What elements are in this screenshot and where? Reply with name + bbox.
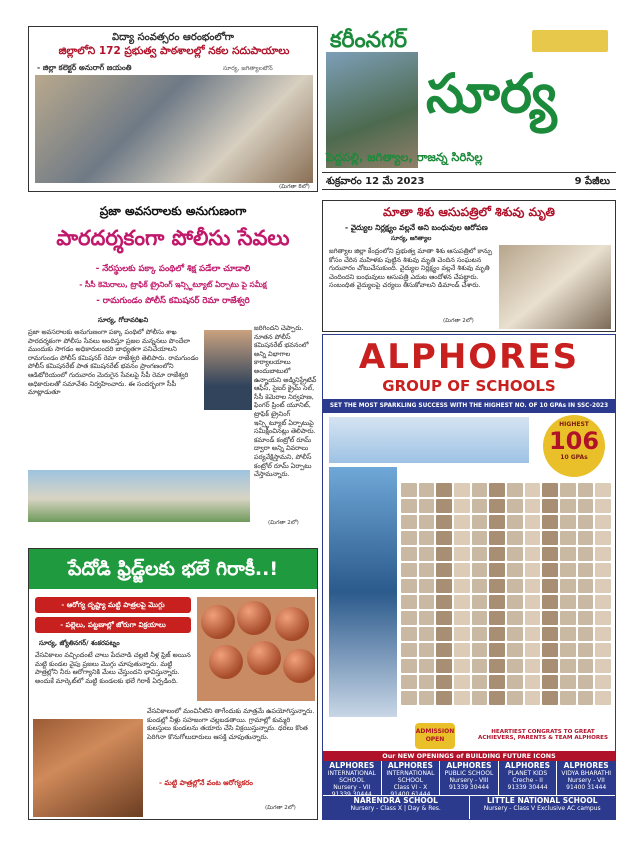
masthead-pages: 9 పేజీలు: [574, 176, 610, 187]
police-body-right: జరిగిందని చెప్పారు. నూతన పోలీస్ కమిషనరేట్ భవనంలో అన్ని విభాగాల కార్యాలయాలు అందుబాటులో ఉన్నాయని అడ్మినిస్ట్రేటివ్ ఆఫీస్, సైబర్ క్రైమ్ సెల్, సీసీ కెమెరాల నిర్వహణ, ఫింగర్ ప్రింట్ యూనిట్, ట్రాఫిక్ ట్రైనింగ్ ఇన్స్టిట్యూట్ ఏర్పాటుపై సమీక్షించినట్లు తెలిపారు. కమాండ్ కంట్రోల్ రూమ్ ద్వారా అన్ని వివరాలు పర్యవేక్షిస్తామని, పోలీస్ కంట్రోల్ రూమ్ ఏర్పాటు చేస్తామన్నారు.: [254, 324, 317, 479]
top-story-subhead: - జిల్లా కలెక్టర్ అనురాగ్ జయంతి: [37, 63, 132, 72]
ad-badge-top: HIGHEST: [559, 421, 589, 428]
ad-side-photo: [329, 467, 397, 717]
infant-cont: (మిగతా 2లో): [443, 318, 474, 324]
ad-badge-bottom: 10 GPAs: [560, 454, 588, 461]
infant-photo: [499, 245, 611, 329]
infant-byline: సూర్య, జగిత్యాల: [391, 235, 432, 242]
fridge-point2-box: [35, 617, 191, 633]
police-byline: సూర్య, గోదావరిఖని: [98, 316, 149, 324]
infant-story: [322, 200, 616, 332]
masthead-subtitle: పెద్దపల్లి, జగిత్యాల, రాజన్న సిరిసిల్ల: [326, 150, 483, 164]
ad-admission-badge: [415, 723, 455, 749]
police-point1: - నేరస్థులకు పక్కా పంథిలో శిక్ష పడేలా చూడాలి: [95, 264, 251, 274]
ad-brand: ALPHORES: [358, 337, 580, 377]
masthead: [322, 24, 616, 202]
fridge-body-left: వేసవికాలం వచ్చిందంటే చాలు పేదవాడి చల్లటి నీళ్ల ఫ్రిజ్ అయిన మట్టి కుండల వైపు ప్రజలు మొగ్గు చూపుతున్నారు. మట్టి పాత్రల్లోని నీరు ఆరోగ్యానికి మేలు చేస్తుందని భావిస్తున్నారు. అందుకే మార్కెట్‌లో మట్టి కుండలకు భలే గిరాకీ ఏర్పడింది.: [35, 651, 191, 685]
fridge-byline: సూర్య, జ్యోతినగర్/ శంకరపట్నం: [39, 639, 120, 647]
fridge-headline-bar: [29, 549, 317, 589]
pot-icon: [275, 607, 309, 641]
ad-openings-bar: [323, 751, 615, 761]
police-body-left: ప్రజా అవసరాలకు అనుగుణంగా పక్కా పంథిలో పోలీసు శాఖ పారదర్శకంగా పోలీసు సేవలు అందిస్తూ ప్రజల మన్ననలు పొందేలా ముందుకు సాగడం అధికారులందరి బాధ్యతగా పనిచేయాలని రామగుండం పోలీస్ కమిషనర్ రెమా రాజేశ్వరి తెలిపారు. రామగుండం పోలీస్ కమిషనరేట్ పాత కమిషనరేట్ భవనం ప్రాంగణంలోని ఆడిటోరియంలో గురువారం మెరుగైన సేవలపై సీపీ రెమా రాజేశ్వరి అధికారులతో సమావేశం నిర్వహించారు. ఈ సందర్భంగా సీపీ మాట్లాడుతూ: [28, 328, 199, 397]
ad-badge: [543, 415, 605, 477]
ad-group-photo: [329, 417, 529, 463]
fridge-headline: పేదోడి ఫ్రిడ్జ్‌లకు భలే గిరాకీ..!: [68, 558, 278, 580]
masthead-title: సూర్య: [426, 62, 557, 125]
school-3: ALPHORES PUBLIC SCHOOL Nursery - VIII 91339 30444: [440, 761, 499, 795]
ad-admission: ADMISSION OPEN: [415, 728, 455, 743]
pot-icon: [247, 641, 281, 675]
pot-icon: [209, 645, 243, 679]
masthead-date-bar: [322, 172, 616, 190]
ad-openings: Our NEW OPENINGS of BUILDING FUTURE ICONS: [382, 752, 556, 760]
ad-student-grid: [401, 483, 611, 705]
top-story-kicker: విద్యా సంవత్సరం ఆరంభంలోగా: [112, 32, 234, 43]
ad-tagline: SET THE MOST SPARKLING SUCCESS WITH THE HIGHEST NO. OF 10 GPAs IN SSC-2023: [329, 403, 609, 409]
top-story-photo: [35, 75, 313, 183]
pot-icon: [237, 601, 271, 635]
ad-school-row: [323, 761, 615, 795]
fridge-story: [28, 548, 318, 820]
masthead-building-icon: [532, 30, 608, 52]
top-story: [28, 26, 318, 192]
school-5: ALPHORES VIDYA BHARATHI Nursery - VII 91400 31444: [561, 761, 611, 791]
ad-badge-number: 106: [548, 427, 600, 455]
infant-headline: మాతా శిశు ఆసుపత్రిలో శిశువు మృతి: [383, 205, 555, 219]
top-story-cont: (మిగతా 8లో): [279, 184, 310, 190]
ad-tagline-bar: [323, 399, 615, 413]
ad-bottom-row: [323, 795, 615, 819]
police-headline: పారదర్శకంగా పోలీసు సేవలు: [56, 226, 290, 250]
police-story: [28, 198, 318, 542]
masthead-date: శుక్రవారం 12 మే 2023: [326, 176, 425, 187]
alphores-ad: [322, 334, 616, 820]
school-little-national: LITTLE NATIONAL SCHOOL Nursery - Class V Exclusive AC campus: [483, 796, 601, 812]
police-commissioner-photo: [204, 330, 252, 410]
infant-body: జగిత్యాల జిల్లా కేంద్రంలోని ప్రభుత్వ మాతా శిశు ఆసుపత్రిలో కాన్పు కోసం చేరిన మహిళకు పుట్టిన శిశువు మృతి చెందిన సంఘటన గురువారం చోటుచేసుకుంది. వైద్యుల నిర్లక్ష్యం వల్లనే శిశువు మృతి చెందిందని బంధువులు ఆసుపత్రి ఎదుట ఆందోళన చేపట్టారు. సంబంధిత వైద్యులపై చర్యలు తీసుకోవాలని డిమాండ్ చేశారు.: [329, 247, 493, 290]
fridge-sub-point: - మట్టి పాత్రల్లోనే వంట ఆరోగ్యకరం: [159, 779, 253, 787]
school-narendra: NARENDRA SCHOOL Nursery - Class X | Day & Res.: [323, 796, 470, 819]
fridge-point1: - ఆరోగ్య దృష్ట్యా మట్టి పాత్రలపై మొగ్గు: [61, 601, 165, 609]
infant-subhead: - వైద్యుల నిర్లక్ష్యం వల్లనే అని బంధువుల ఆరోపణ: [345, 223, 488, 232]
police-point3: - రామగుండం పోలీస్ కమిషనర్ రెమా రాజేశ్వరి: [96, 296, 250, 306]
police-point2: - సీసీ కెమెరాలు, ట్రాఫిక్ ట్రైనింగ్ ఇన్స్టిట్యూట్ ఏర్పాటు పై సమీక్ష: [79, 280, 267, 289]
masthead-city: కరీంనగర్: [330, 28, 408, 53]
fridge-body-right: వేసవికాలంలో మంచినీటిని తాగేందుకు మాత్రమే ఉపయోగిస్తున్నారు. కుండల్లో నీళ్లు సహజంగా చల్లబడతాయి. గ్రామాల్లో కుమ్మరి కులస్తులు కుండలను తయారు చేసి విక్రయిస్తున్నారు. ధరలు కొంత పెరిగినా కొనుగోలుదారులు ఆసక్తి చూపుతున్నారు.: [147, 707, 315, 741]
school-4: ALPHORES PLANET KIDS Creche - II 91339 30444: [499, 761, 558, 795]
pot-icon: [283, 649, 315, 683]
police-building-photo: [28, 470, 250, 522]
police-kicker: ప్రజా అవసరాలకు అనుగుణంగా: [99, 204, 247, 218]
police-cont: (మిగతా 2లో): [268, 520, 299, 526]
fridge-cont: (మిగతా 2లో): [265, 805, 296, 811]
ad-congrats: HEARTIEST CONGRATS TO GREAT ACHIEVERS, PARENTS & TEAM ALPHORES: [478, 729, 608, 741]
top-story-headline: జిల్లాలోని 172 ప్రభుత్వ పాఠశాలల్లో నకల సదుపాయాలు: [58, 45, 290, 57]
school-1: ALPHORES INTERNATIONAL SCHOOL Nursery - VII: [323, 761, 382, 795]
fridge-pots-photo: [197, 597, 315, 701]
top-story-byline: సూర్య, జగిత్యాలటౌన్: [223, 65, 273, 72]
ad-subtitle: GROUP OF SCHOOLS: [382, 377, 556, 395]
pot-icon: [201, 605, 235, 639]
fridge-point1-box: [35, 597, 191, 613]
school-2: ALPHORES INTERNATIONAL SCHOOL Class VI - X: [382, 761, 441, 795]
fridge-vendor-photo: [33, 719, 143, 817]
fridge-point2: - పల్లెలు, పట్టణాల్లో జోరుగా విక్రయాలు: [60, 621, 166, 629]
